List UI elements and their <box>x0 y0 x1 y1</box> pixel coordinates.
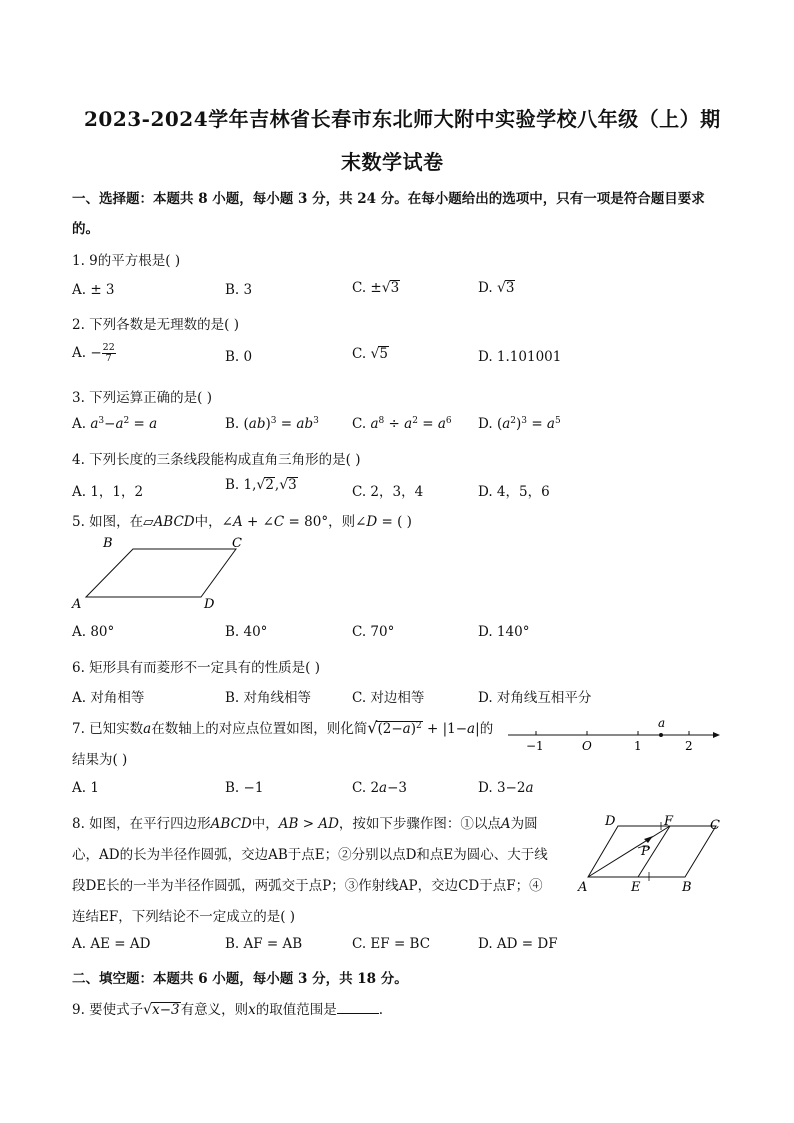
q5-stem-pre: 5. 如图，在▱ <box>72 514 154 530</box>
q6-option-d: D. 对角线互相平分 <box>478 690 592 706</box>
q3-option-a-label: A. <box>72 416 87 432</box>
q1-option-d-radicand: 3 <box>505 280 515 296</box>
q7-stem-line2: 结果为( ) <box>72 752 128 768</box>
q6-stem: 6. 矩形具有而菱形不一定具有的性质是( ) <box>72 660 320 676</box>
q9-stem-period: . <box>378 1002 384 1018</box>
q4-option-b-radicand2: 3 <box>288 477 297 493</box>
origin-label: O <box>582 739 592 753</box>
q9-stem-var: x <box>248 1002 256 1018</box>
q8-stem-line4: 连结EF，下列结论不一定成立的是( ) <box>72 909 296 925</box>
q8-option-b: B. AF = AB <box>225 936 303 952</box>
q7-option-b: B. −1 <box>225 780 264 796</box>
q2-option-a <box>72 343 116 364</box>
q4-option-b: B. 1,√2,√3 <box>225 477 297 493</box>
q7-option-d-label: D. <box>478 780 493 796</box>
q4-option-b-radicand1: 2 <box>265 477 274 493</box>
q9-stem-end: 的取值范围是 <box>255 1002 337 1018</box>
point-label-p: P <box>641 844 650 859</box>
q1-option-c-prefix: C. ± <box>352 280 382 296</box>
q5-stem <box>72 510 412 530</box>
q5-stem-shape: ABCD <box>153 514 195 530</box>
q7-number-line <box>505 714 725 754</box>
q4-option-b-prefix: B. 1, <box>225 477 257 493</box>
q3-option-c-label: C. <box>352 416 367 432</box>
q9-stem: 9. 要使式子√x−3有意义，则x的取值范围是 . <box>72 1002 384 1018</box>
q4-option-d: D. 4，5，6 <box>478 484 550 500</box>
q2-stem: 2. 下列各数是无理数的是( ) <box>72 317 239 333</box>
tick-label: 1 <box>634 739 642 753</box>
q1-option-d-prefix: D. <box>478 280 493 296</box>
q1-option-a: A. ± 3 <box>72 282 115 298</box>
q5-stem-end: = ( ) <box>377 514 412 530</box>
q8-parallelogram-figure <box>574 812 724 898</box>
q4-option-b-sep: , <box>274 477 280 493</box>
q1-option-c-radicand: 3 <box>390 280 400 296</box>
q3-option-b: B. $(ab)^3 = ab^3$ <box>225 416 319 432</box>
q5-option-b: B. 40° <box>225 624 268 640</box>
answer-blank[interactable] <box>337 1001 379 1014</box>
fraction-denominator: 7 <box>105 353 112 364</box>
q2-option-c-prefix: C. <box>352 346 367 362</box>
q3-option-c: C. $a^8 \div a^2 = a^6$ <box>352 416 452 432</box>
section1-heading: 一、选择题：本题共 8 小题，每小题 3 分，共 24 分。在每小题给出的选项中，只有一项是符合题目要求 <box>72 191 705 207</box>
q4-option-a: A. 1，1，2 <box>72 484 144 500</box>
q2-option-c: C. √5 <box>352 346 388 362</box>
q7-option-c: C. 2a−3 <box>352 780 407 796</box>
q8-stem-line3: 段DE长的一半为半径作圆弧，两弧交于点P；③作射线AP，交边CD于点F；④ <box>72 878 543 894</box>
q5-stem-mid: 中，∠ <box>194 514 233 530</box>
vertex-label-a: A <box>578 880 588 895</box>
ray-ap <box>588 826 670 877</box>
q8-option-a: A. AE = AD <box>72 936 151 952</box>
exam-title-line1: 2023-2024学年吉林省长春市东北师大附中实验学校八年级（上）期 <box>84 107 721 131</box>
tick-label: −1 <box>526 739 544 753</box>
q6-option-b: B. 对角线相等 <box>225 690 312 706</box>
q8-stem-line2: 心，AD的长为半径作圆弧，交边AB于点E；②分别以点D和点E为圆心、大于线 <box>72 847 548 863</box>
q7-stem: 7. 已知实数a在数轴上的对应点位置如图，则化简$√(2-a)^2 + |1-a|$的 <box>72 718 494 737</box>
q5-stem-eq: = 80°，则∠ <box>284 514 367 530</box>
q5-option-d: D. 140° <box>478 624 530 640</box>
q3-stem: 3. 下列运算正确的是( ) <box>72 390 212 406</box>
q1-option-d: D. √3 <box>478 280 515 296</box>
q5-stem-angle-d: D <box>366 514 378 530</box>
vertex-label-c: C <box>232 536 242 551</box>
q4-stem: 4. 下列长度的三条线段能构成直角三角形的是( ) <box>72 452 361 468</box>
q2-option-a-prefix: A. − <box>72 345 102 361</box>
exam-title-line2: 末数学试卷 <box>341 150 444 174</box>
section2-heading: 二、填空题：本题共 6 小题，每小题 3 分，共 18 分。 <box>72 971 408 987</box>
q8-option-d: D. AD = DF <box>478 936 558 952</box>
q8-line1-tail: ，按如下步骤作图：①以点 <box>338 816 501 832</box>
q5-option-a: A. 80° <box>72 624 115 640</box>
q2-option-d: D. 1.101001 <box>478 349 562 365</box>
vertex-label-d: D <box>204 597 215 612</box>
q3-option-d-label: D. <box>478 416 493 432</box>
point-label-e: E <box>631 880 641 895</box>
q8-option-c: C. EF = BC <box>352 936 431 952</box>
vertex-label-b: B <box>682 880 692 895</box>
q8-line1-shape: ABCD <box>210 816 252 832</box>
q1-stem: 1. 9的平方根是( ) <box>72 253 181 269</box>
q1-option-c: C. ±√3 <box>352 280 400 296</box>
vertex-label-d: D <box>605 814 616 829</box>
point-a-label: a <box>658 716 666 730</box>
q7-option-d: D. 3−2a <box>478 780 534 796</box>
q9-stem-pre: 9. 要使式子 <box>72 1002 144 1018</box>
q5-parallelogram-figure <box>70 534 260 614</box>
parallelogram-shape <box>86 549 236 597</box>
q7-stem-tail: 的 <box>479 721 494 737</box>
q8-stem-line1 <box>72 812 538 832</box>
q8-line1-inequality: AB > AD <box>278 816 339 832</box>
q7-option-c-label: C. <box>352 780 367 796</box>
fraction-numerator: 22 <box>102 342 115 353</box>
q7-stem-var: a <box>143 721 152 737</box>
q8-line1-pre: 8. 如图，在平行四边形 <box>72 816 211 832</box>
point-a-dot <box>659 733 663 737</box>
q8-line1-end: 为圆 <box>510 816 538 832</box>
section1-heading-cont: 的。 <box>72 221 99 237</box>
q2-option-b: B. 0 <box>225 349 253 365</box>
tick-label: 2 <box>685 739 693 753</box>
arrow-right-icon <box>713 732 720 738</box>
vertex-label-c: C <box>710 818 720 833</box>
q7-option-a: A. 1 <box>72 780 99 796</box>
q9-stem-mid: 有意义，则 <box>180 1002 249 1018</box>
q3-option-b-label: B. <box>225 416 240 432</box>
q3-option-d: D. $(a^2)^3 = a^5$ <box>478 416 561 432</box>
q7-stem-pre: 7. 已知实数 <box>72 721 144 737</box>
vertex-label-a: A <box>72 597 82 612</box>
q5-stem-plus: + ∠ <box>242 514 274 530</box>
q8-line1-mid: 中， <box>251 816 279 832</box>
q3-option-a: A. $a^3-a^2 = a$ <box>72 416 158 432</box>
q6-option-c: C. 对边相等 <box>352 690 425 706</box>
q9-radicand: x−3 <box>152 1002 180 1018</box>
q1-option-b: B. 3 <box>225 282 253 298</box>
q5-stem-angle-c: C <box>273 514 285 530</box>
vertex-label-b: B <box>103 536 113 551</box>
ray-arrow-icon <box>644 836 653 843</box>
parallelogram-abcd <box>588 826 716 877</box>
q8-line1-point: A <box>500 816 511 832</box>
q5-stem-angle-a: A <box>232 514 243 530</box>
q7-stem-mid: 在数轴上的对应点位置如图，则化简 <box>151 721 368 737</box>
fraction <box>102 343 116 364</box>
vertex-label-f: F <box>664 814 674 829</box>
q5-option-c: C. 70° <box>352 624 395 640</box>
q6-option-a: A. 对角相等 <box>72 690 145 706</box>
q2-option-c-radicand: 5 <box>379 346 388 362</box>
q4-option-c: C. 2，3，4 <box>352 484 424 500</box>
